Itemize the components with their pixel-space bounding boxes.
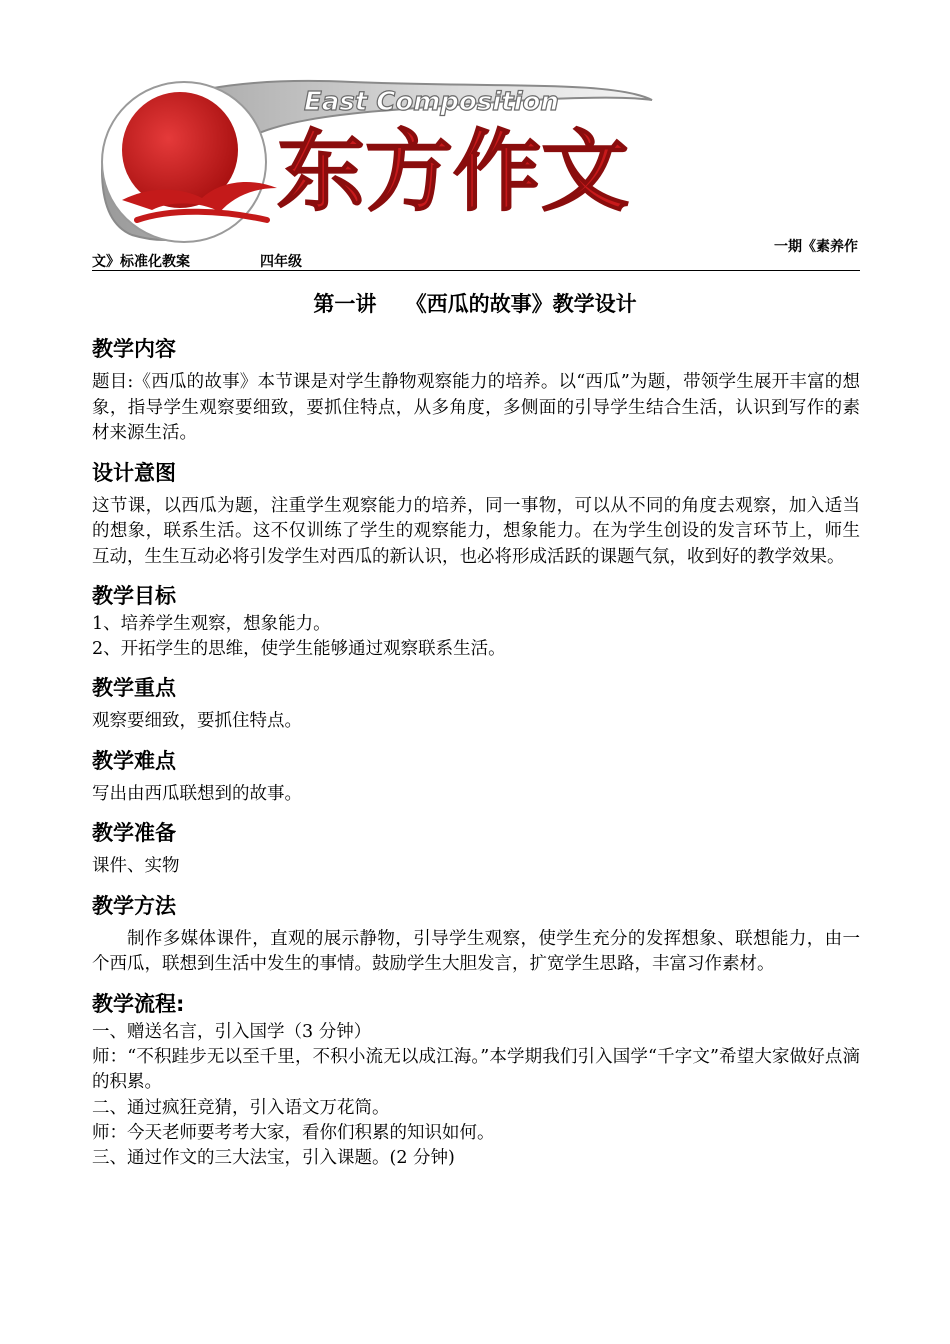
section-heading-process: 教学流程: — [92, 991, 185, 1016]
section-heading-method: 教学方法 — [92, 893, 176, 918]
section-heading-key-points: 教学重点 — [92, 676, 176, 700]
section-text-key-points: 观察要细致，要抓住特点。 — [92, 711, 302, 731]
header-doc-type: 文》标准化教案 — [92, 254, 190, 270]
process-line: 一、赠送名言，引入国学（3 分钟） — [92, 1021, 372, 1042]
section-text-method: 制作多媒体课件，直观的展示静物，引导学生观察，使学生充分的发挥想象、联想能力，由一个西瓜，联想到生活中发生的事情。鼓励学生大胆发言，扩宽学生思路，丰富习作素材。 — [92, 928, 860, 974]
section-heading-preparation: 教学准备 — [92, 821, 176, 845]
process-line: 三、通过作文的三大法宝，引入课题。(2 分钟) — [92, 1147, 455, 1168]
section-text-difficulty: 写出由西瓜联想到的故事。 — [92, 783, 302, 804]
document-title: 第一讲 《西瓜的故事》教学设计 — [313, 292, 637, 316]
goal-item: 1、培养学生观察，想象能力。 — [92, 614, 331, 634]
section-heading-difficulty: 教学难点 — [92, 748, 176, 773]
header-left — [92, 251, 302, 271]
logo-chinese-text: 东方作文 — [277, 120, 630, 223]
goal-item: 2、开拓学生的思维，使学生能够通过观察联系生活。 — [92, 639, 506, 659]
process-line: 师：“不积跬步无以至千里，不积小流无以成江海。”本学期我们引入国学“千字文”希望大家做好点滴的积累。 — [92, 1046, 860, 1092]
document-body — [92, 333, 860, 1171]
process-line: 师：今天老师要考考大家，看你们积累的知识如何。 — [92, 1122, 495, 1143]
header-grade: 四年级 — [260, 254, 302, 270]
section-heading-content: 教学内容 — [92, 337, 176, 361]
process-line: 二、通过疯狂竞猜，引入语文万花筒。 — [92, 1097, 390, 1118]
section-heading-goals: 教学目标 — [92, 584, 176, 608]
section-heading-intent: 设计意图 — [92, 460, 176, 485]
east-composition-logo — [92, 70, 672, 250]
logo-english-text: East Composition — [304, 87, 559, 117]
section-text-preparation: 课件、实物 — [92, 856, 180, 876]
section-text-intent: 这节课，以西瓜为题，注重学生观察能力的培养，同一事物，可以从不同的角度去观察，加入适当的想象，联系生活。这不仅训练了学生的观察能力，想象能力。在为学生创设的发言环节上，师生互动，生生互动必将引发学生对西瓜的新认识，也必将形成活跃的课题气氛，收到好的教学效果。 — [92, 495, 860, 567]
header-divider — [92, 270, 860, 271]
section-text-content: 题目:《西瓜的故事》本节课是对学生静物观察能力的培养。以“西瓜”为题，带领学生展开丰富的想象，指导学生观察要细致，要抓住特点，从多角度，多侧面的引导学生结合生活，认识到写作的素材来源生活。 — [92, 372, 860, 443]
header-series-text: 一期《素养作 — [774, 239, 858, 255]
